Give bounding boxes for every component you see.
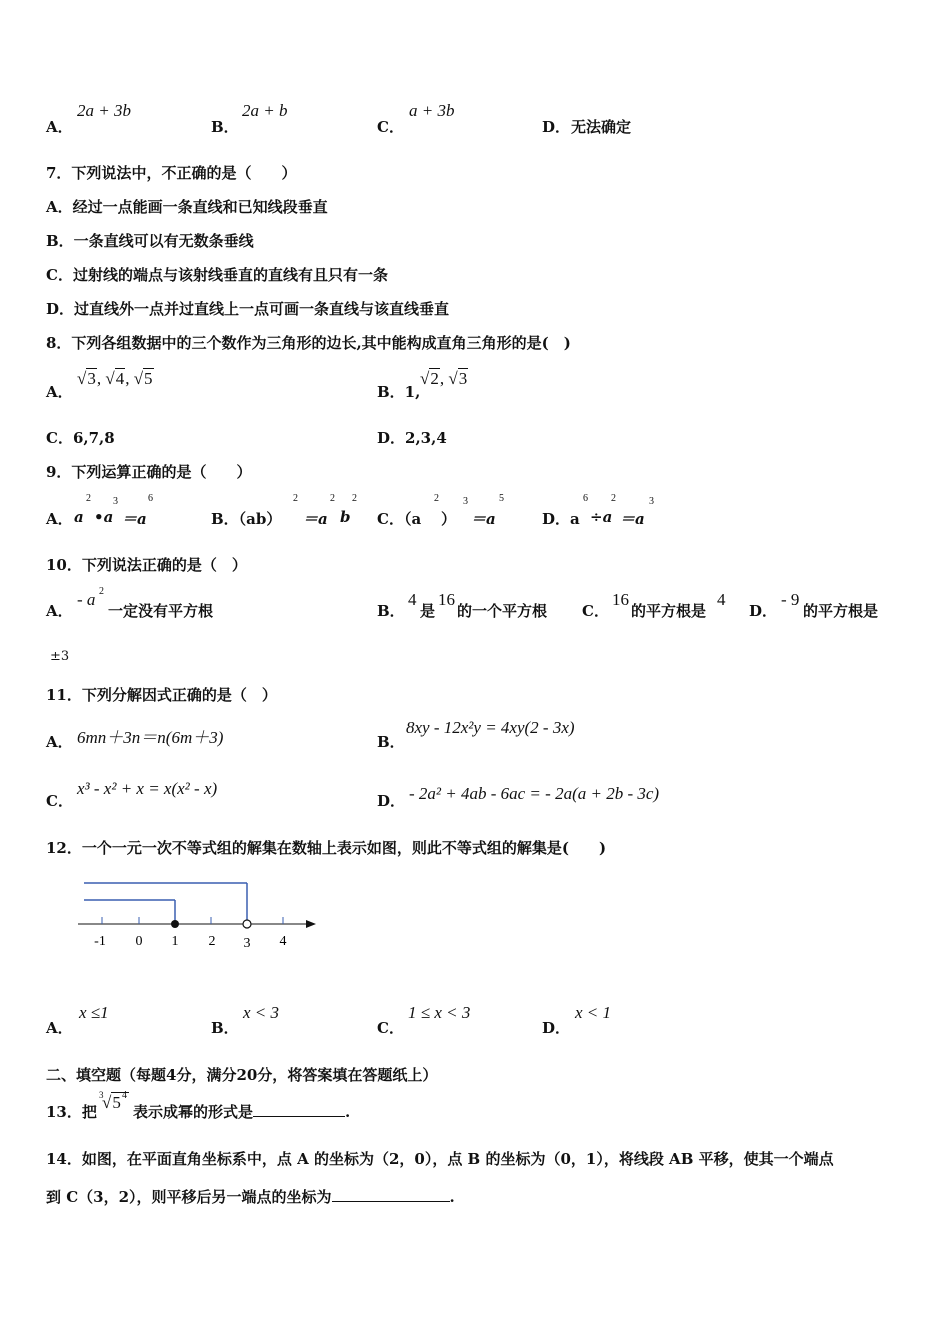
- q8-a-label: A．: [46, 383, 73, 401]
- q8-stem: 8．下列各组数据中的三个数作为三角形的边长,其中能构成直角三角形的是( ): [46, 334, 571, 352]
- q10-d-continuation: ±3: [50, 649, 70, 664]
- q11-c-label: C．: [46, 792, 73, 810]
- q7-option-b: B．一条直线可以有无数条垂线: [46, 232, 254, 250]
- q9-b-exp2: 2: [330, 493, 335, 504]
- q13-root-exp: 4: [122, 1090, 127, 1101]
- q8-b-root1: 2: [430, 369, 439, 388]
- q6-c-expr: a + 3b: [409, 101, 455, 120]
- q6-b-expr: 2a + b: [242, 101, 288, 120]
- q8-a-root3: 5: [144, 369, 153, 388]
- number-line-figure: [70, 872, 330, 957]
- q13-end: .: [345, 1103, 351, 1121]
- q9-c-exp3: 5: [499, 493, 504, 504]
- q6-d-text: 无法确定: [571, 118, 632, 136]
- q14-line2: [46, 1186, 455, 1207]
- q10-c-t1: 的平方根是: [631, 602, 707, 620]
- q14-end: .: [449, 1188, 455, 1206]
- q9-a-res: ＝a: [122, 510, 147, 528]
- q6-a-expr: 2a + 3b: [77, 101, 131, 120]
- q10-b-n1: 4: [408, 590, 417, 609]
- q13-root-index: 3: [99, 1090, 104, 1100]
- q10-a-exp: 2: [99, 586, 104, 597]
- q11-stem: 11．下列分解因式正确的是（ ）: [46, 686, 277, 704]
- q9-c-label: C．（a: [377, 510, 422, 528]
- q10-stem: 10．下列说法正确的是（ ）: [46, 556, 247, 574]
- axis-arrow: [306, 920, 316, 928]
- q7-option-c: C．过射线的端点与该射线垂直的直线有且只有一条: [46, 266, 388, 284]
- q9-c-close: ）: [441, 510, 457, 528]
- q7-stem: 7．下列说法中，不正确的是（ ）: [46, 164, 297, 182]
- q11-b-label: B．: [377, 733, 405, 751]
- q9-d-exp1: 6: [583, 493, 588, 504]
- q8-a-expr: √3, √4, √5: [77, 369, 153, 388]
- q9-stem: 9．下列运算正确的是（ ）: [46, 463, 252, 481]
- tick-label: 4: [279, 934, 287, 949]
- q11-a-label: A．: [46, 733, 73, 751]
- q14-line2-text: 到 C（3，2），则平移后另一端点的坐标为: [46, 1188, 332, 1206]
- q6-b-label: B．: [211, 118, 239, 136]
- q10-b-t1: 是: [420, 602, 436, 620]
- q12-a-label: A．: [46, 1019, 73, 1037]
- q9-a-exp2: 3: [113, 496, 118, 507]
- q9-b-b: b: [340, 508, 351, 526]
- q13-radical: √5: [102, 1093, 129, 1113]
- q9-d-label: D．a: [542, 510, 580, 528]
- q9-d-exp2: 2: [611, 493, 616, 504]
- filled-point: [171, 920, 179, 928]
- q9-a-op: •a: [94, 508, 114, 526]
- q8-option-d: D．2,3,4: [377, 429, 447, 447]
- q8-b-root2: 3: [458, 369, 468, 388]
- q12-d-label: D．: [542, 1019, 571, 1037]
- q8-a-root1: 3: [87, 369, 96, 388]
- q12-b-expr: x < 3: [243, 1003, 280, 1022]
- q11-b-expr: 8xy - 12x²y = 4xy(2 - 3x): [406, 718, 575, 737]
- q9-b-exp1: 2: [293, 493, 298, 504]
- q10-c-label: C．: [582, 602, 609, 620]
- q10-b-n2: 16: [438, 590, 455, 609]
- open-point: [243, 920, 251, 928]
- q10-a-label: A．: [46, 602, 73, 620]
- q13-post-text: 表示成幂的形式是: [133, 1103, 254, 1121]
- q13-answer-blank: [253, 1102, 345, 1117]
- q12-stem: 12．一个一元一次不等式组的解集在数轴上表示如图，则此不等式组的解集是( ): [46, 839, 607, 857]
- q10-d-label: D．: [749, 602, 778, 620]
- q10-c-n2: 4: [717, 590, 726, 609]
- q11-c-expr: x³ - x² + x = x(x² - x): [77, 779, 218, 798]
- q8-option-c: C．6,7,8: [46, 429, 115, 447]
- q12-c-label: C．: [377, 1019, 404, 1037]
- q9-c-res: ＝a: [471, 510, 496, 528]
- q11-a-expr: 6mn＋3n＝n(6m＋3): [77, 728, 224, 747]
- q14-line1: 14．如图，在平面直角坐标系中，点 A 的坐标为（2，0），点 B 的坐标为（0，1），将线段 AB 平移，使其一个端点: [46, 1150, 834, 1168]
- q9-a-base: a: [74, 508, 84, 526]
- q7-option-a: A．经过一点能画一条直线和已知线段垂直: [46, 198, 328, 216]
- q11-d-expr: - 2a² + 4ab - 6ac = - 2a(a + 2b - 3c): [409, 784, 660, 803]
- q6-c-label: C．: [377, 118, 404, 136]
- tick-label: 2: [208, 934, 216, 949]
- q9-b-label: B．（ab）: [211, 510, 282, 528]
- q10-a-expr: - a: [77, 590, 96, 609]
- q10-c-n1: 16: [612, 590, 629, 609]
- q8-a-root2: 4: [115, 369, 125, 388]
- q11-d-label: D．: [377, 792, 406, 810]
- section-title-fill-in: 二、填空题（每题4分，满分20分，将答案填在答题纸上）: [46, 1066, 438, 1084]
- q7-option-d: D．过直线外一点并过直线上一点可画一条直线与该直线垂直: [46, 300, 450, 318]
- q9-d-exp3: 3: [649, 496, 654, 507]
- q12-c-expr: 1 ≤ x < 3: [408, 1003, 471, 1022]
- tick-label: -1: [94, 934, 106, 949]
- q9-d-op: ÷a: [590, 508, 613, 526]
- q9-a-exp3: 6: [148, 493, 153, 504]
- q9-d-res: ＝a: [620, 510, 645, 528]
- q12-a-expr: x ≤1: [79, 1003, 109, 1022]
- q10-a-text: 一定没有平方根: [108, 602, 214, 620]
- q13-post: [133, 1101, 350, 1122]
- q12-d-expr: x < 1: [575, 1003, 612, 1022]
- q10-d-n1: - 9: [781, 590, 800, 609]
- q10-d-t1: 的平方根是: [803, 602, 879, 620]
- q9-b-exp3: 2: [352, 493, 357, 504]
- q9-a-label: A．: [46, 510, 73, 528]
- q6-d-label: D．: [542, 118, 571, 136]
- q10-b-t2: 的一个平方根: [457, 602, 548, 620]
- q13-root-base: 5: [111, 1092, 129, 1112]
- tick-label: 3: [243, 936, 251, 951]
- q10-b-label: B．: [377, 602, 405, 620]
- tick-label: 1: [171, 934, 179, 949]
- q8-b-expr: √2, √3: [420, 369, 468, 388]
- q6-a-label: A．: [46, 118, 73, 136]
- q9-b-res: ＝a: [303, 510, 328, 528]
- q9-a-exp1: 2: [86, 493, 91, 504]
- q9-c-exp1: 2: [434, 493, 439, 504]
- q9-c-exp2: 3: [463, 496, 468, 507]
- q14-answer-blank: [332, 1187, 450, 1202]
- tick-label: 0: [135, 934, 143, 949]
- q12-b-label: B．: [211, 1019, 239, 1037]
- q13-pre: 13．把: [46, 1103, 97, 1121]
- q8-b-label: B．1,: [377, 383, 421, 401]
